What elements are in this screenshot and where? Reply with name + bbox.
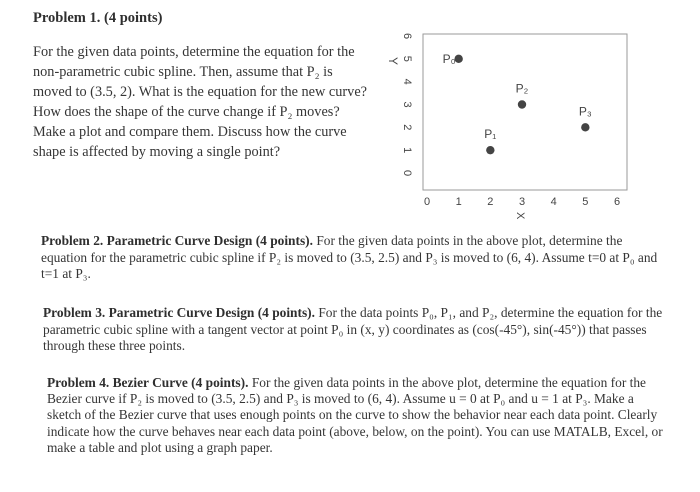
problem-2-text: For the given data points in the above plot, determine the equation for the parametric cubic spline if P₂ is moved to (3.5, 2.5) and P₃ is moved to (6, 4). Assume t=0 at P₀ and t=1 at P₃.	[41, 233, 658, 282]
data-point-p1	[486, 146, 494, 154]
y-tick-label: 1	[401, 147, 413, 154]
y-tick-label: 0	[401, 169, 413, 177]
x-tick-label: 4	[550, 196, 557, 208]
data-points	[443, 52, 592, 155]
problem-2	[41, 233, 669, 283]
x-tick-label: 1	[455, 196, 462, 208]
x-tick-label: 3	[518, 196, 526, 208]
x-tick-label: 2	[487, 196, 494, 208]
problem-2-title: Problem 2. Parametric Curve Design (4 points).	[41, 233, 313, 248]
data-point-p3	[581, 123, 589, 131]
x-tick-label: 5	[582, 196, 589, 208]
problem-1-text: For the given data points, determine the equation for the non-parametric cubic spline. Then, assume that P₂ is moved to (3.5, 2). What is the equation for the new curve? How does the shape of the curve change if P₂ moves? Make a plot and compare them. Discuss how the curve shape is affected by moving a single point?	[33, 44, 368, 160]
problem-4-title: Problem 4. Bezier Curve (4 points).	[47, 375, 249, 390]
y-tick-label: 5	[401, 55, 413, 62]
problem-3	[43, 305, 671, 355]
y-tick-label: 6	[401, 32, 413, 40]
x-tick-labels	[424, 196, 620, 208]
y-tick-label: 2	[401, 124, 413, 131]
problem-3-title: Problem 3. Parametric Curve Design (4 points).	[43, 305, 315, 320]
problem-4-text: For the given data points in the above plot, determine the equation for the Bezier curve if P₂ is moved to (3.5, 2.5) and P₃ is moved to (6, 4). Assume u = 0 at P₀ and u = 1 at P₃. Make a sketch of the Bezier curve that uses enough points on the curve to show the behavior near each data point. Clearly indicate how the curve behaves near each data point (above, below, on the point). You can use MATALB, Excel, or make a table and plot using a graph paper.	[47, 375, 663, 455]
y-tick-label: 3	[401, 101, 413, 108]
problem-3-text: For the data points P₀, P₁, and P₂, determine the equation for the parametric cubic spline with a tangent vector at point P₀ in (x, y) coordinates as (cos(-45°), sin(-45°)) that passes through these three points.	[43, 305, 663, 354]
problem-4	[47, 375, 667, 456]
y-axis-label: Y	[386, 57, 400, 66]
point-label-p2: P₂	[515, 81, 529, 96]
x-tick-label: 0	[423, 196, 431, 208]
data-point-p2	[518, 100, 526, 108]
y-tick-label: 4	[401, 78, 413, 85]
y-tick-labels	[401, 33, 413, 176]
problem-1-title: Problem 1. (4 points)	[33, 10, 163, 26]
data-point-p0	[454, 55, 462, 63]
point-label-p3: P₃	[578, 104, 592, 119]
point-label-p0: P₀	[442, 51, 456, 66]
x-tick-label: 6	[613, 196, 621, 208]
point-label-p1: P₁	[484, 127, 497, 142]
x-axis-label: X	[514, 212, 526, 220]
scatter-plot	[383, 27, 639, 219]
